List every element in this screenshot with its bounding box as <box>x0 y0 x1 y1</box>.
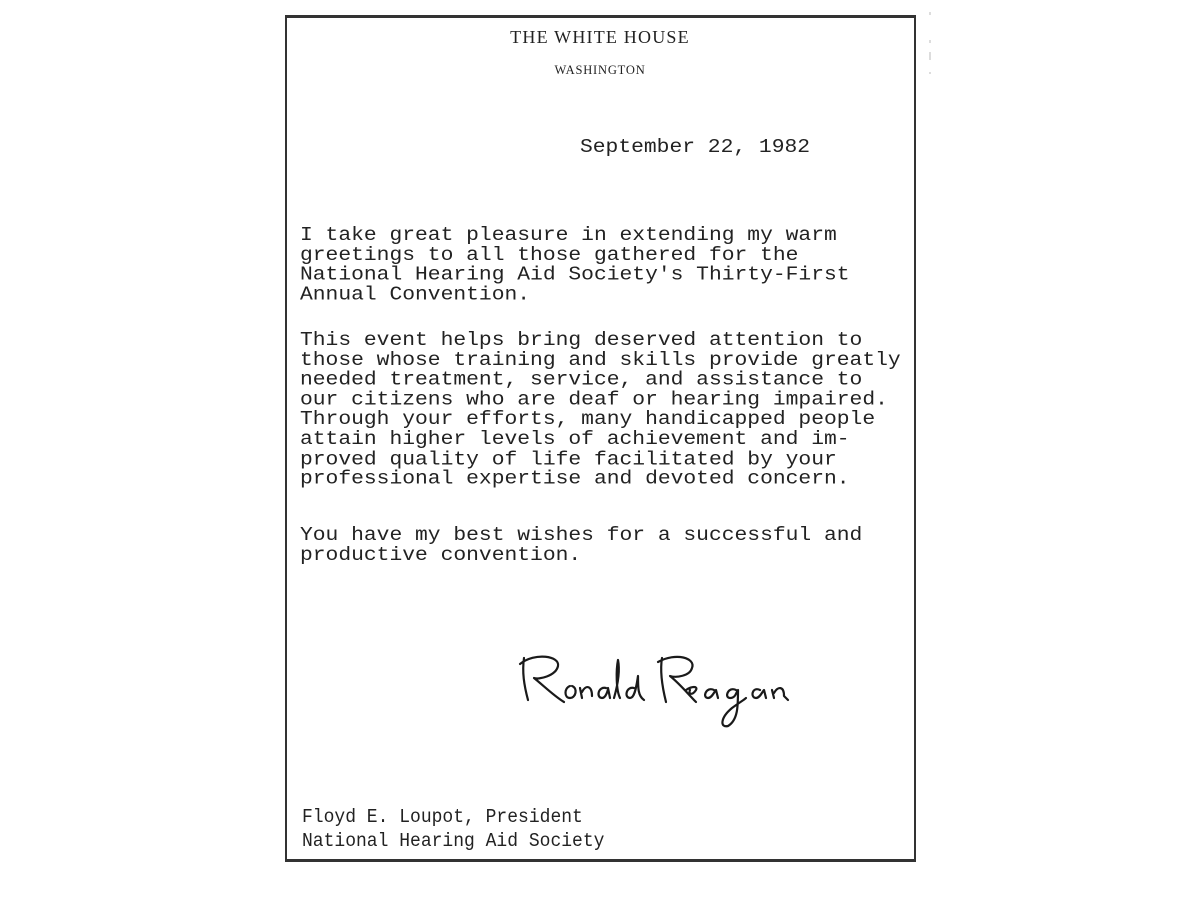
text-line: greetings to all those gathered for the <box>300 244 799 267</box>
scan-marks <box>928 10 932 90</box>
text-line: This event helps bring deserved attention to <box>300 329 863 352</box>
recipient-name: Floyd E. Loupot, President <box>302 807 583 829</box>
recipient-organization: National Hearing Aid Society <box>302 830 605 853</box>
text-line: productive convention. <box>300 544 582 567</box>
letterhead-location: WASHINGTON <box>554 63 646 77</box>
text-line: proved quality of life facilitated by your <box>300 448 837 471</box>
text-line: attain higher levels of achievement and im- <box>300 428 850 451</box>
letter-date: September 22, 1982 <box>580 136 811 159</box>
recipient-block <box>302 806 604 854</box>
text-line: I take great pleasure in extending my warm <box>300 224 837 247</box>
text-line: needed treatment, service, and assistance to <box>300 368 863 391</box>
signature <box>510 650 810 735</box>
text-line: You have my best wishes for a successful and <box>300 524 863 547</box>
text-line: Annual Convention. <box>300 283 531 306</box>
paragraph-1 <box>300 226 850 305</box>
text-line: National Hearing Aid Society's Thirty-First <box>300 263 850 286</box>
text-line: those whose training and skills provide greatly <box>300 349 901 372</box>
paragraph-3 <box>300 526 862 566</box>
text-line: Through your efforts, many handicapped people <box>300 408 876 431</box>
text-line: professional expertise and devoted concern. <box>300 468 850 491</box>
text-line: our citizens who are deaf or hearing impaired. <box>300 388 888 411</box>
paragraph-2 <box>300 331 901 490</box>
letterhead-title: THE WHITE HOUSE <box>510 27 690 47</box>
